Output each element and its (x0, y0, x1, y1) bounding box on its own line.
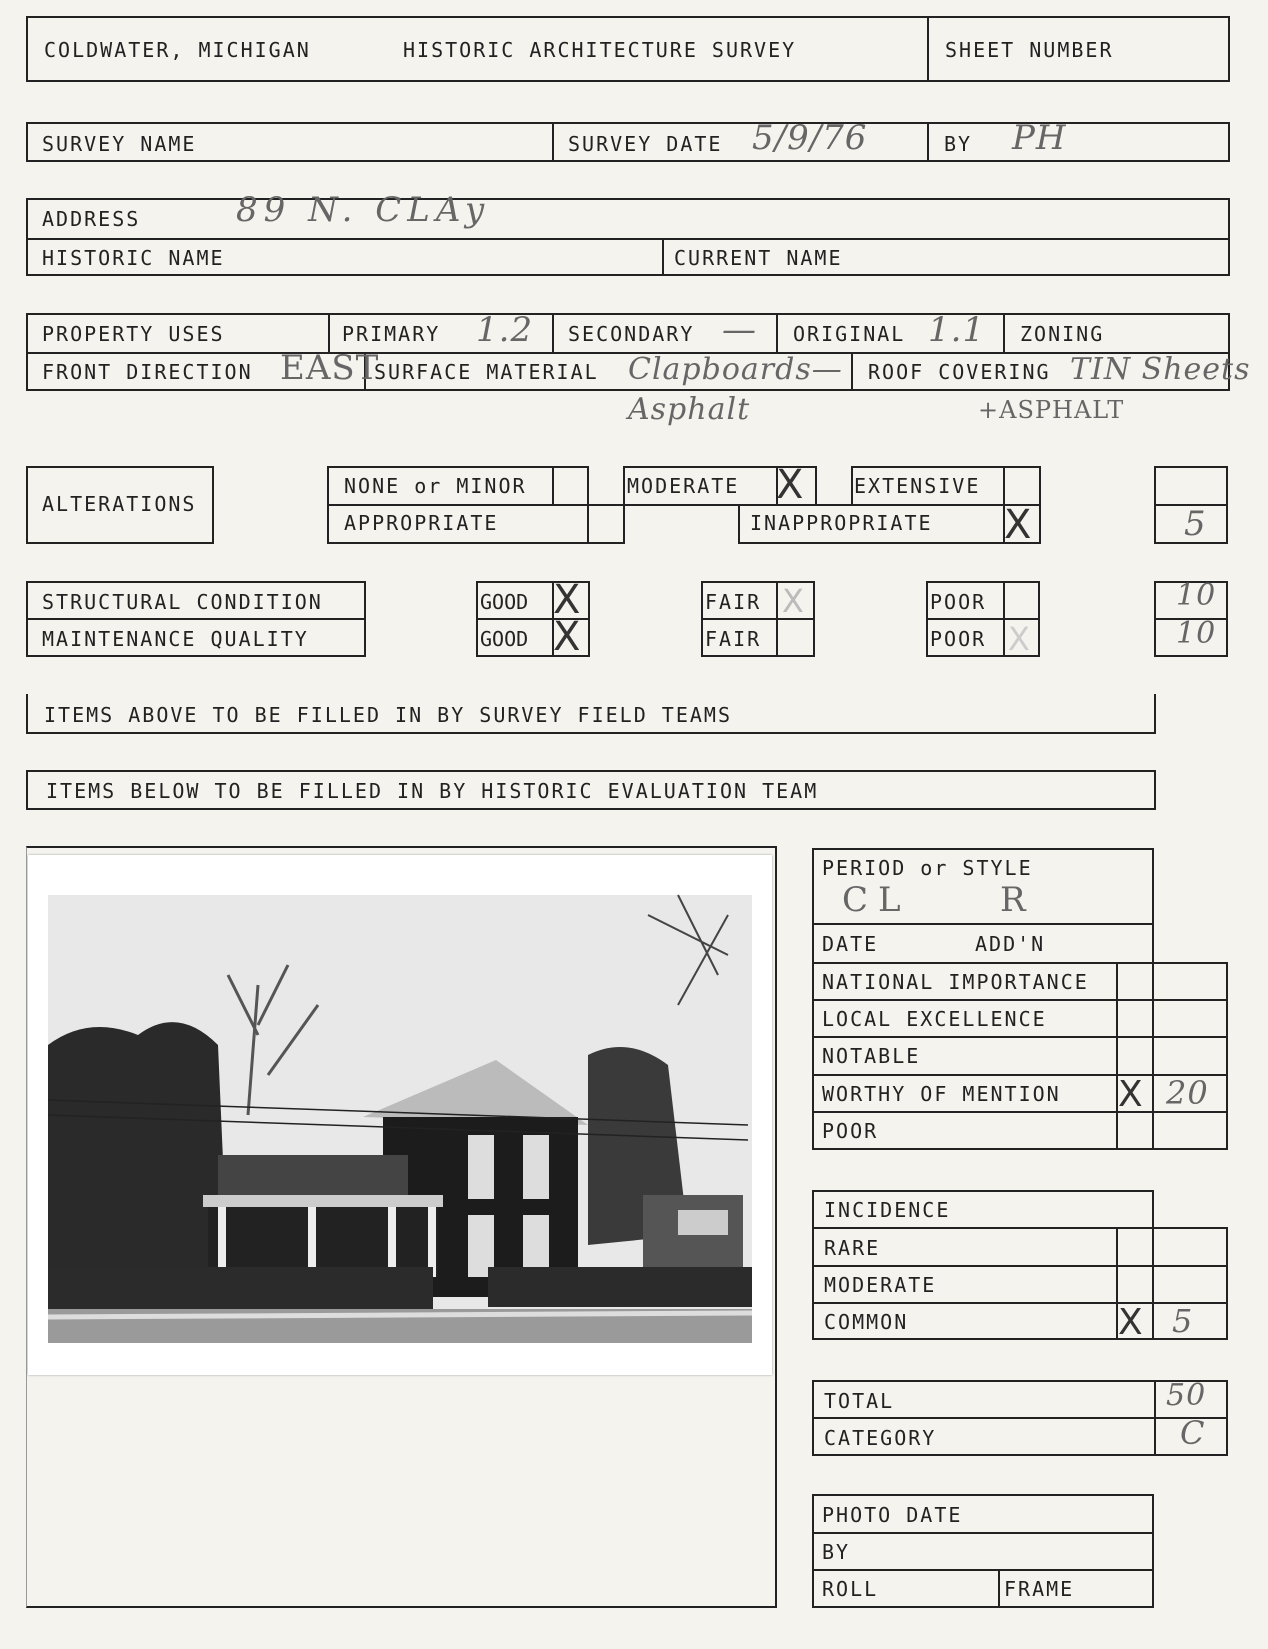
moderate-incidence-label: MODERATE (824, 1273, 937, 1297)
survey-date-value: 5/9/76 (752, 118, 868, 158)
category-label: CATEGORY (824, 1426, 937, 1450)
alt-v8 (738, 504, 740, 544)
alt-v4 (623, 466, 625, 544)
alt-top-1 (327, 466, 589, 468)
photo-date-divider (812, 1532, 1154, 1534)
items-below-note: ITEMS BELOW TO BE FILLED IN BY HISTORIC EVALUATION TEAM (46, 779, 819, 803)
common-label: COMMON (824, 1310, 909, 1334)
local-divider (812, 1036, 1228, 1038)
period-label: PERIOD or STYLE (822, 856, 1033, 880)
rare-label: RARE (824, 1236, 881, 1260)
sheet-number-label: SHEET NUMBER (945, 38, 1114, 62)
original-label: ORIGINAL (793, 322, 906, 346)
totals-divider (812, 1417, 1228, 1419)
incidence-divider (812, 1227, 1228, 1229)
historic-name-label: HISTORIC NAME (42, 246, 225, 270)
survey-name-label: SURVEY NAME (42, 132, 197, 156)
survey-date-label: SURVEY DATE (568, 132, 723, 156)
photo-date-label: PHOTO DATE (822, 1503, 963, 1527)
photo-by-label: BY (822, 1540, 851, 1564)
building-photo (28, 855, 772, 1375)
poor-vdivider (1003, 581, 1005, 657)
fair-vdivider (776, 581, 778, 657)
alt-mid (327, 504, 1041, 506)
good-check-mark-2: X (553, 614, 581, 660)
property-div-1 (328, 313, 330, 352)
moderate-divider (812, 1302, 1228, 1304)
category-value: C (1180, 1414, 1206, 1452)
address-value: 89 N. CLAy (236, 190, 491, 230)
good-label-2: GOOD (480, 627, 529, 651)
moderate-label: MODERATE (627, 474, 740, 498)
period-value-2: R (1000, 880, 1027, 920)
survey-title: HISTORIC ARCHITECTURE SURVEY (403, 38, 797, 62)
roof-covering-label: ROOF COVERING (868, 360, 1051, 384)
incidence-score-col (1226, 1227, 1228, 1340)
surface-material-value2: Asphalt (628, 392, 751, 427)
alt-bottom-2 (738, 542, 1041, 544)
fair-label-1: FAIR (705, 590, 762, 614)
alt-v7 (851, 466, 853, 504)
secondary-label: SECONDARY (568, 322, 695, 346)
city-label: COLDWATER, MICHIGAN (44, 38, 311, 62)
period-value-1: CL (842, 880, 911, 920)
moderate-check-mark: X (776, 462, 804, 508)
appropriate-label: APPROPRIATE (344, 511, 499, 535)
roll-label: ROLL (822, 1577, 879, 1601)
primary-label: PRIMARY (342, 322, 441, 346)
alt-v3 (587, 466, 589, 544)
roof-covering-value: TIN Sheets (1070, 352, 1251, 387)
by-label: BY (944, 132, 973, 156)
period-divider (812, 923, 1154, 925)
poor-rank-label: POOR (822, 1119, 879, 1143)
alt-v2 (552, 466, 554, 504)
items-above-note: ITEMS ABOVE TO BE FILLED IN BY SURVEY FIELD TEAMS (44, 703, 733, 727)
frame-label: FRAME (1004, 1577, 1075, 1601)
name-divider (662, 238, 664, 276)
alt-bottom-1 (327, 542, 625, 544)
extensive-label: EXTENSIVE (854, 474, 981, 498)
property-div-2 (552, 313, 554, 352)
front-direction-label: FRONT DIRECTION (42, 360, 253, 384)
fair-label-2: FAIR (705, 627, 762, 651)
national-importance-label: NATIONAL IMPORTANCE (822, 970, 1089, 994)
alt-v10 (1039, 466, 1041, 544)
address-row-divider (26, 238, 1230, 240)
total-value: 50 (1166, 1378, 1207, 1413)
common-check-mark: X (1118, 1302, 1143, 1343)
national-divider (812, 999, 1228, 1001)
secondary-value: — (722, 310, 757, 350)
importance-score-col (1226, 962, 1228, 1150)
poor-label-1: POOR (930, 590, 987, 614)
addn-label: ADD'N (975, 932, 1046, 956)
structural-score: 10 (1176, 578, 1217, 613)
survey-row-end (1228, 122, 1230, 162)
local-excellence-label: LOCAL EXCELLENCE (822, 1007, 1047, 1031)
survey-divider-2 (927, 122, 929, 162)
date-label: DATE (822, 932, 879, 956)
house-photo-illustration (28, 855, 772, 1375)
maintenance-quality-label: MAINTENANCE QUALITY (42, 627, 309, 651)
maintenance-score: 10 (1176, 616, 1217, 651)
survey-divider-1 (552, 122, 554, 162)
original-value: 1.1 (928, 310, 986, 350)
rare-divider (812, 1265, 1228, 1267)
front-direction-value: EAST (280, 348, 380, 388)
property-uses-label: PROPERTY USES (42, 322, 225, 346)
roll-frame-divider (998, 1569, 1000, 1608)
roof-covering-value2: +ASPHALT (978, 396, 1125, 424)
alt-v1 (327, 466, 329, 544)
surface-material-label: SURFACE MATERIAL (374, 360, 599, 384)
photo-by-divider (812, 1569, 1154, 1571)
totals-value-col (1154, 1380, 1156, 1456)
by-value: PH (1012, 118, 1067, 158)
alt-v6 (815, 466, 817, 504)
condition-label-divider (26, 618, 366, 620)
total-label: TOTAL (824, 1389, 895, 1413)
good-label-1: GOOD (480, 590, 529, 614)
alterations-score: 5 (1184, 504, 1207, 544)
inappropriate-label: INAPPROPRIATE (750, 511, 933, 535)
zoning-label: ZONING (1020, 322, 1105, 346)
poor-check-mark: X (1008, 620, 1030, 658)
inappropriate-check-mark: X (1004, 502, 1032, 548)
importance-mark-col (1116, 962, 1118, 1150)
property-div-6 (851, 352, 853, 391)
notable-label: NOTABLE (822, 1044, 921, 1068)
poor-row-bottom (1116, 1148, 1228, 1150)
address-label: ADDRESS (42, 207, 141, 231)
items-above-end (1154, 694, 1156, 734)
poor-label-2: POOR (930, 627, 987, 651)
current-name-label: CURRENT NAME (674, 246, 843, 270)
common-score: 5 (1172, 1302, 1194, 1340)
surface-material-value: Clapboards— (628, 352, 843, 387)
none-minor-label: NONE or MINOR (344, 474, 527, 498)
items-below-end (1154, 770, 1156, 810)
date-divider (812, 962, 1228, 964)
structural-condition-label: STRUCTURAL CONDITION (42, 590, 323, 614)
header-divider (927, 16, 929, 82)
good-check-mark-1: X (553, 577, 581, 623)
alt-top-3 (851, 466, 1041, 468)
property-div-4 (1003, 313, 1005, 352)
worthy-check-mark: X (1118, 1074, 1143, 1115)
fair-check-mark: X (782, 582, 804, 620)
incidence-label: INCIDENCE (824, 1198, 951, 1222)
property-div-3 (776, 313, 778, 352)
worthy-score: 20 (1166, 1074, 1209, 1112)
alterations-label: ALTERATIONS (42, 492, 197, 516)
primary-value: 1.2 (476, 310, 534, 350)
worthy-of-mention-label: WORTHY OF MENTION (822, 1082, 1061, 1106)
